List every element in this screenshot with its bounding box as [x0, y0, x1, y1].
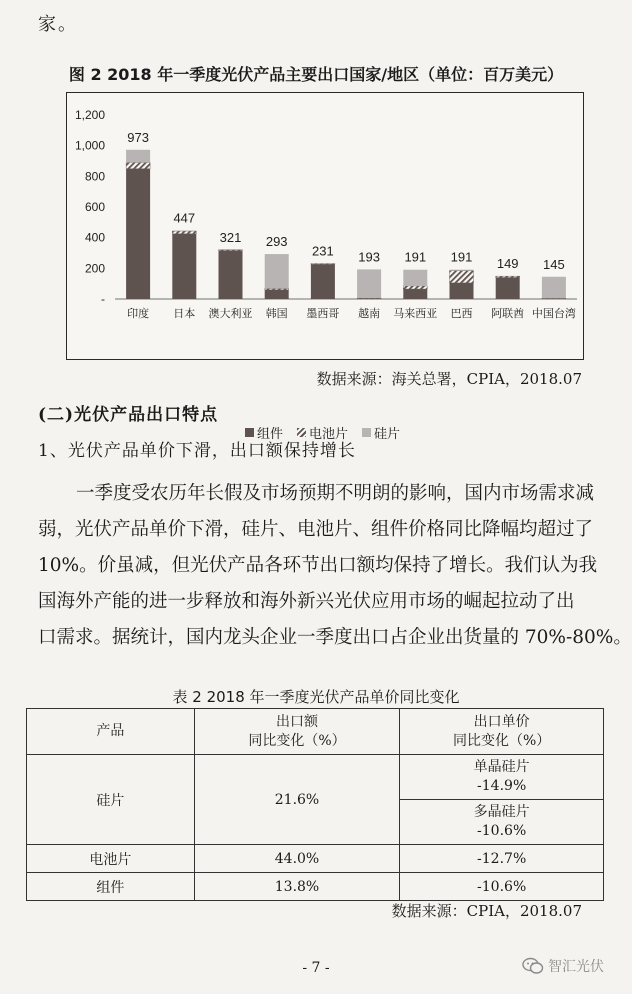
cell-export-change: 13.8% — [194, 873, 400, 901]
carryover-text: 家。 — [38, 14, 78, 35]
bar-segment-wafer — [450, 270, 474, 271]
bar-value-label: 973 — [127, 129, 149, 145]
legend-label-cell: 电池片 — [309, 427, 349, 442]
cell-product: 硅片 — [27, 755, 195, 845]
bar-segment-module — [496, 278, 520, 299]
table-title: 表 2 2018 年一季度光伏产品单价同比变化 — [172, 688, 460, 706]
y-tick-label: 800 — [84, 169, 105, 184]
bar-segment-wafer — [542, 277, 566, 298]
bar-segment-module — [126, 169, 150, 299]
table-row — [27, 755, 604, 845]
multi-wafer-change: -10.6% — [477, 823, 527, 839]
bar-value-label: 191 — [450, 249, 473, 265]
x-category-label: 澳大利亚 — [208, 307, 253, 320]
bar-value-label: 293 — [265, 234, 288, 250]
bar-value-label: 191 — [404, 249, 427, 265]
bar-value-label: 447 — [173, 210, 196, 226]
cell-export-change: 21.6% — [194, 755, 400, 845]
section-title: (二)光伏产品出口特点 — [38, 405, 219, 425]
header-export-value — [194, 709, 400, 755]
legend-label-module: 组件 — [257, 427, 284, 442]
x-category-label: 日本 — [173, 307, 196, 320]
x-category-label: 阿联酋 — [491, 307, 525, 320]
y-tick-label: - — [101, 292, 105, 306]
bar-segment-cell — [450, 271, 474, 283]
price-change-table — [26, 708, 604, 901]
mono-wafer-change: -14.9% — [477, 778, 527, 794]
x-category-label: 越南 — [358, 307, 381, 320]
header-export-value-line1: 出口额 — [276, 713, 318, 730]
legend-item-wafer — [362, 423, 400, 442]
table-header-row — [27, 709, 604, 755]
legend-label-wafer: 硅片 — [374, 427, 401, 442]
table-row — [27, 873, 604, 901]
y-tick-label: 1,000 — [74, 138, 105, 153]
mono-wafer-label: 单晶硅片 — [473, 759, 530, 775]
bar-segment-module — [311, 264, 335, 299]
multi-wafer-subcell — [400, 800, 603, 844]
paragraph-line: 国海外产能的进一步释放和海外新兴光伏应用市场的崛起拉动了出 — [38, 591, 575, 612]
bar-segment-cell — [219, 250, 243, 251]
legend-swatch-wafer — [362, 428, 371, 437]
x-category-label: 墨西哥 — [306, 307, 340, 320]
page-number: - 7 - — [302, 960, 330, 976]
bar-segment-cell — [311, 264, 335, 265]
bar-segment-cell — [542, 298, 566, 299]
watermark — [522, 956, 604, 976]
figure-source: 数据来源：海关总署，CPIA，2018.07 — [316, 370, 582, 388]
x-category-label: 巴西 — [450, 307, 473, 320]
table-source: 数据来源：CPIA，2018.07 — [391, 902, 582, 920]
mono-wafer-subcell — [400, 755, 603, 800]
figure-title: 图 2 2018 年一季度光伏产品主要出口国家/地区（单位：百万美元） — [68, 65, 564, 84]
bar-value-label: 321 — [219, 229, 242, 245]
bar-value-label: 145 — [543, 256, 565, 272]
bar-segment-cell — [126, 163, 150, 169]
paragraph-line: 10%。价虽减，但光伏产品各环节出口额均保持了增长。我们认为我 — [38, 555, 598, 576]
bar-segment-wafer — [357, 269, 381, 298]
paragraph-line: 口需求。据统计，国内龙头企业一季度出口占企业出货量的 70%-80%。 — [38, 627, 632, 648]
x-category-label: 印度 — [127, 307, 150, 320]
bar-segment-module — [265, 290, 289, 299]
header-product: 产品 — [27, 709, 195, 755]
chart-canvas — [67, 93, 585, 361]
table-row — [27, 845, 604, 873]
y-tick-label: 400 — [84, 230, 105, 245]
bar-value-label: 193 — [358, 249, 380, 265]
bar-segment-cell — [172, 231, 196, 234]
bar-value-label: 231 — [312, 243, 334, 259]
bar-segment-cell — [265, 289, 289, 290]
bar-segment-cell — [496, 276, 520, 277]
header-export-value-line2: 同比变化（%） — [248, 732, 346, 749]
watermark-text: 智汇光伏 — [548, 959, 604, 975]
y-tick-label: 1,200 — [74, 108, 105, 122]
body-paragraph — [38, 476, 632, 656]
cell-product: 组件 — [27, 873, 195, 901]
cell-price-change-split — [400, 755, 604, 845]
header-unit-price — [400, 709, 604, 755]
bar-segment-cell — [357, 298, 381, 299]
header-unit-price-line1: 出口单价 — [473, 713, 530, 730]
bar-segment-wafer — [403, 270, 427, 286]
paragraph-line: 弱，光伏产品单价下滑，硅片、电池片、组件价格同比降幅均超过了 — [38, 519, 594, 540]
bar-value-label: 149 — [496, 256, 519, 272]
cell-product: 电池片 — [27, 845, 195, 873]
bar-segment-module — [172, 234, 196, 299]
x-category-label: 中国台湾 — [531, 307, 576, 320]
cell-price-change: -12.7% — [400, 845, 604, 873]
x-category-label: 马来西亚 — [393, 307, 438, 320]
cell-price-change: -10.6% — [400, 873, 604, 901]
y-tick-label: 200 — [84, 261, 105, 276]
wechat-icon — [522, 957, 544, 975]
paragraph-line: 一季度受农历年长假及市场预期不明朗的影响，国内市场需求减 — [76, 483, 595, 504]
bar-segment-module — [403, 289, 427, 299]
bar-segment-module — [219, 251, 243, 299]
cell-export-change: 44.0% — [194, 845, 400, 873]
header-unit-price-line2: 同比变化（%） — [453, 732, 551, 749]
bar-segment-wafer — [265, 254, 289, 289]
y-tick-label: 600 — [84, 200, 105, 214]
bar-segment-wafer — [126, 150, 150, 163]
multi-wafer-label: 多晶硅片 — [473, 804, 530, 820]
bar-segment-module — [450, 283, 474, 299]
bar-segment-wafer — [172, 230, 196, 231]
x-category-label: 韩国 — [265, 307, 288, 320]
bar-segment-cell — [403, 286, 427, 289]
subsection-title: 1、光伏产品单价下滑，出口额保持增长 — [38, 441, 356, 461]
